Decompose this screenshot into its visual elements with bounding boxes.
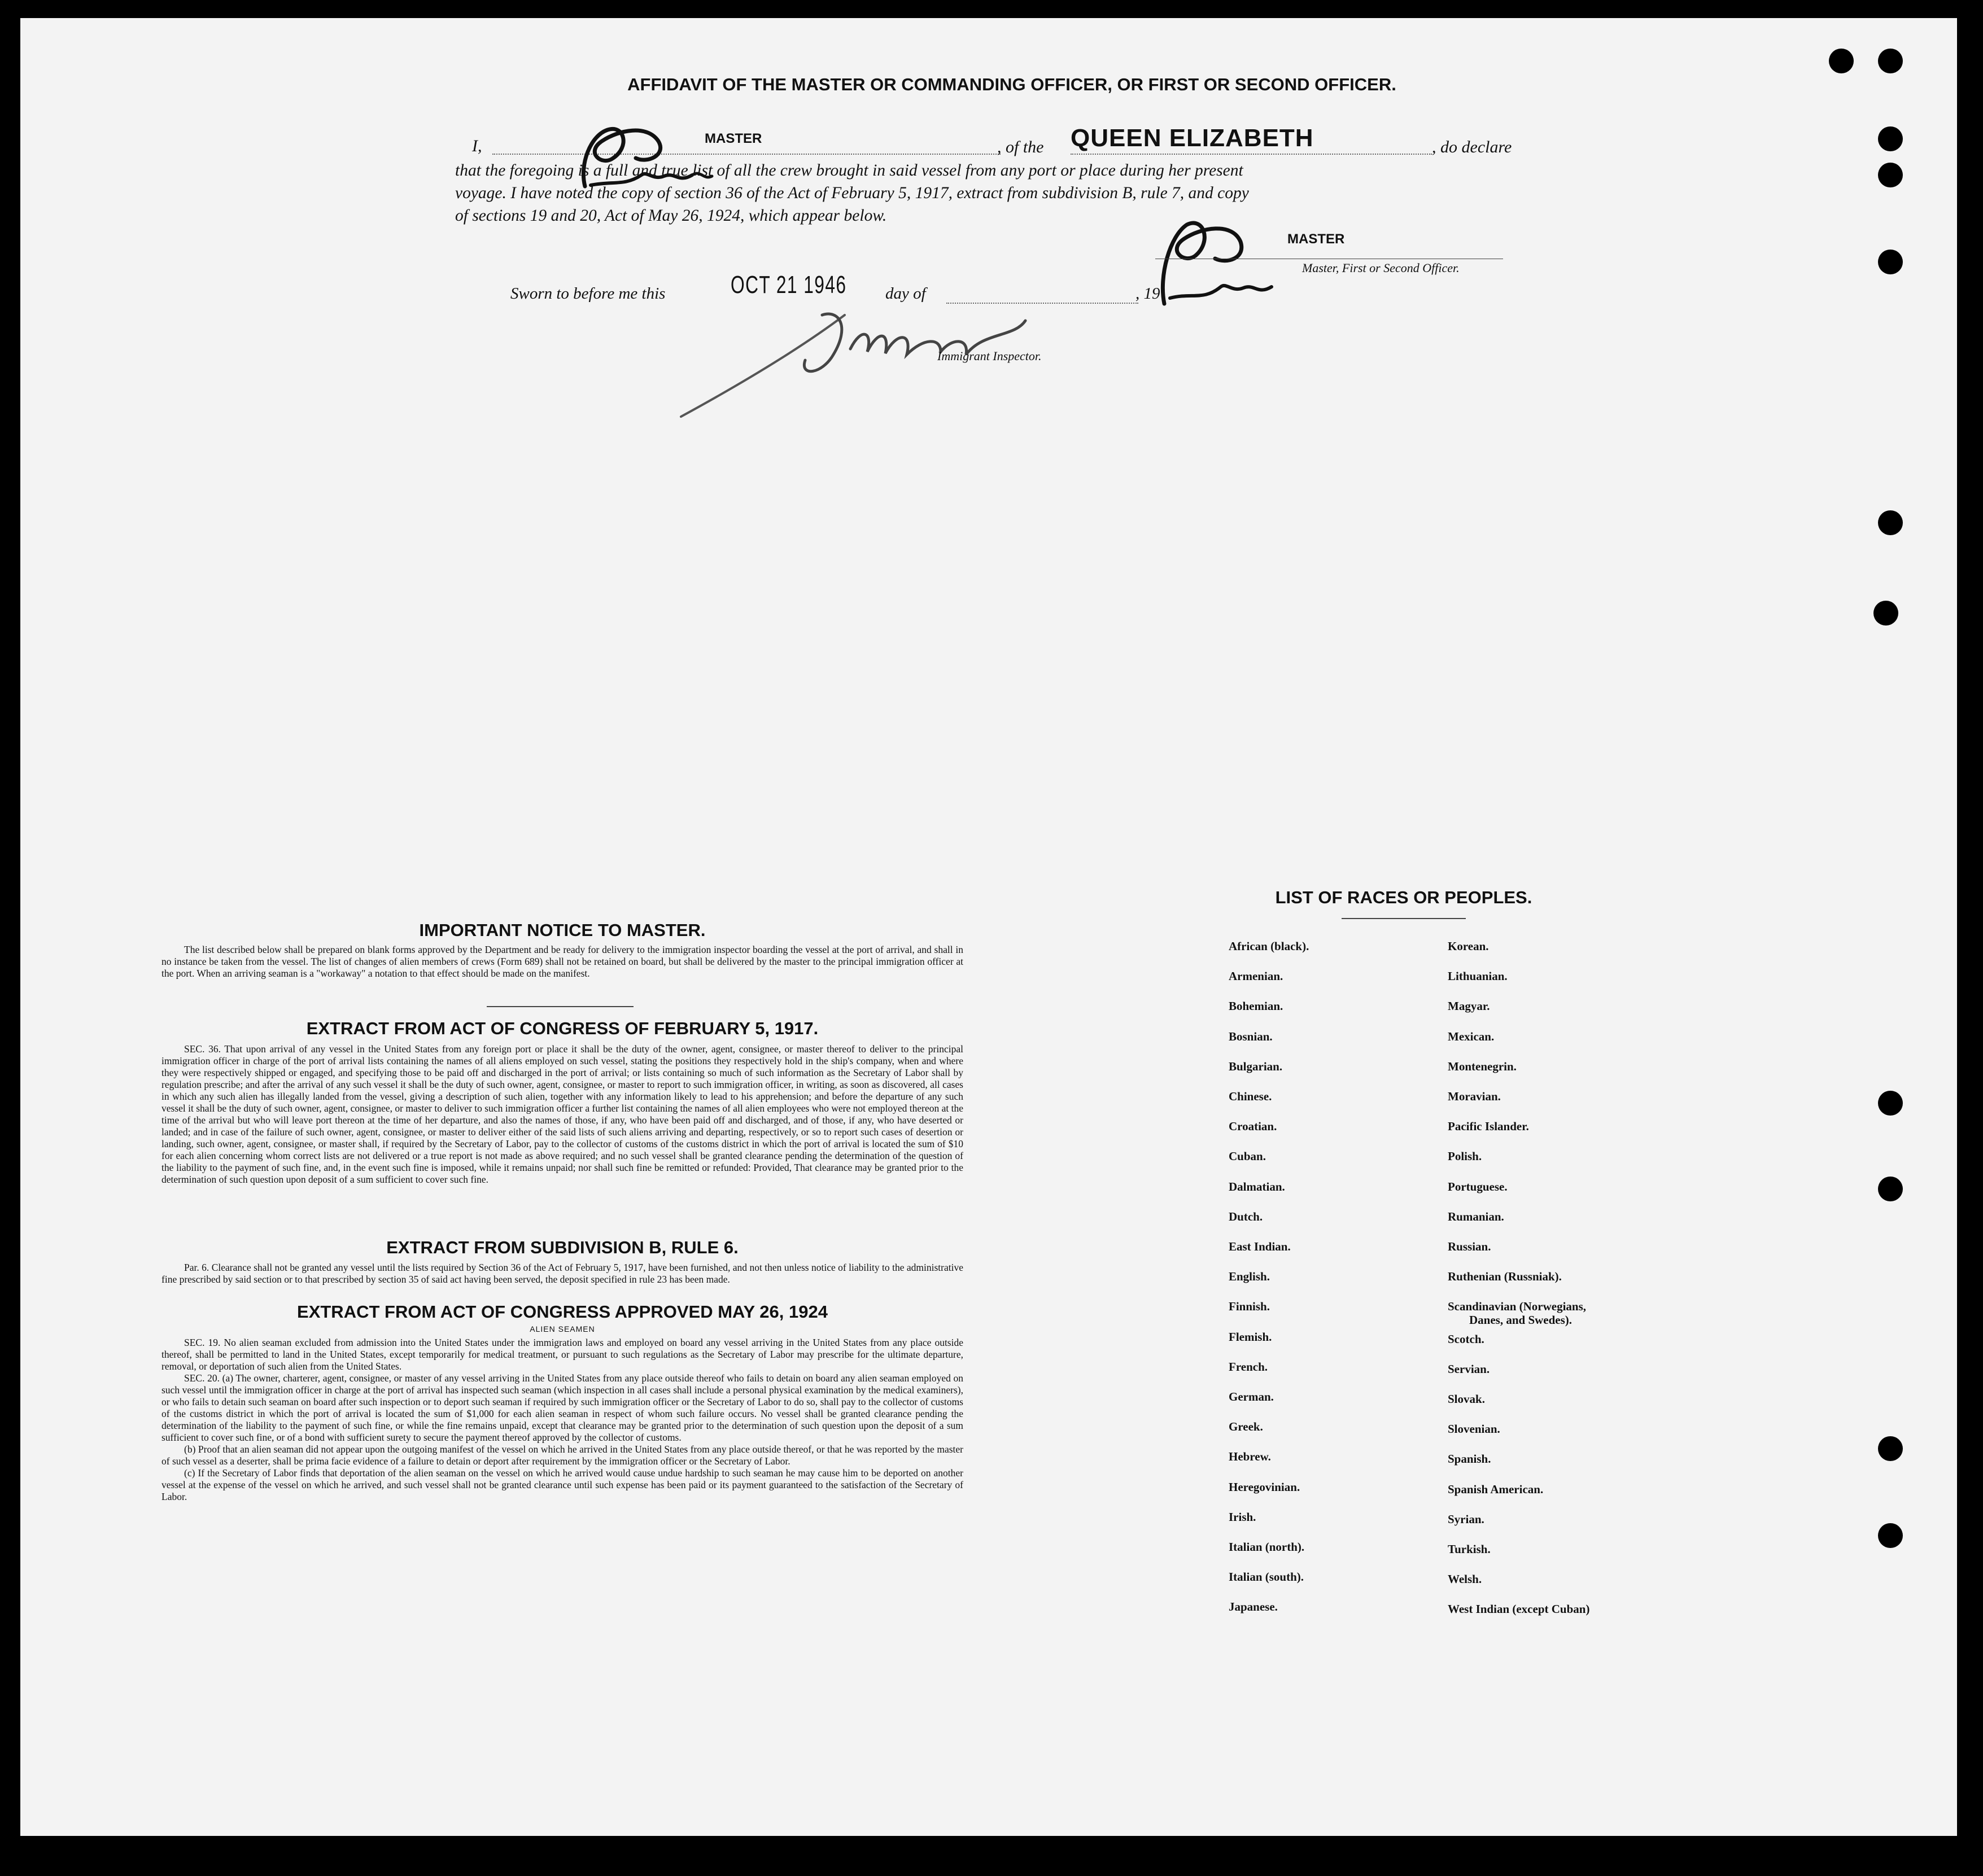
race-item: Servian. — [1448, 1362, 1490, 1376]
race-item: Cuban. — [1229, 1149, 1266, 1164]
declaration-line-3: of sections 19 and 20, Act of May 26, 1924, which appear below. — [455, 207, 887, 225]
notice-title: IMPORTANT NOTICE TO MASTER. — [419, 920, 706, 940]
master-stamp: MASTER — [705, 131, 762, 146]
race-item: Irish. — [1229, 1510, 1256, 1524]
notice-text — [161, 944, 963, 979]
extract-1917-text — [161, 1043, 963, 1186]
race-item: Scandinavian (Norwegians, — [1448, 1300, 1587, 1314]
race-item: Greek. — [1229, 1420, 1263, 1434]
race-item-scandinavian-continued: Danes, and Swedes). — [1469, 1313, 1573, 1327]
race-item: Rumanian. — [1448, 1209, 1504, 1223]
race-item: German. — [1229, 1390, 1274, 1403]
race-item: Chinese. — [1229, 1090, 1272, 1103]
race-item: East Indian. — [1229, 1240, 1291, 1253]
race-item: Lithuanian. — [1448, 969, 1508, 983]
manifest-page — [20, 18, 1957, 1836]
master-signature — [562, 113, 743, 198]
inspector-signature — [675, 298, 1071, 434]
section-20a-paragraph: SEC. 20. (a) The owner, charterer, agent, consignee, or master of any vessel arriving in the United States from any place outside thereof who fails to detain on board any alien seaman employed on such vessel until the immigration officer in charge at the port of arrival has inspected such seaman (which inspection in all cases shall include a personal physical examination by the medical examiners), or who fails to detain such seaman on board after such inspection or to deport such seaman if required by such immigration officer or the Secretary of Labor to do so, shall pay to the collector of customs of the customs district in which the port of arrival is located the sum of $1,000 for each alien seaman in respect of whom such failure occurs. No vessel shall be granted clearance pending the determination of the liability to the payment of such fine, or while the fine remains unpaid, except that clearance may be granted prior to the determination of such question upon the deposit of a sum sufficient to cover such fine, or of a bond with sufficient surety to secure the payment thereof approved by the collector of customs. — [161, 1372, 963, 1443]
sworn-date-stamp: OCT 21 1946 — [731, 271, 847, 299]
rule-6-paragraph: Par. 6. Clearance shall not be granted any vessel until the lists required by Section 36 of the Act of February 5, 1917, have been furnished, and not then unless notice of liability to the administrative fine prescribed by said section or to that prescribed by section 35 of said act having been served, the deposit specified in rule 23 has been made. — [161, 1262, 963, 1285]
race-item: West Indian (except Cuban) — [1448, 1602, 1590, 1616]
day-of-label: day of — [885, 285, 926, 303]
extract-1924-title: EXTRACT FROM ACT OF CONGRESS APPROVED MAY 26, 1924 — [297, 1302, 828, 1322]
extract-1924-text — [161, 1337, 963, 1503]
affidavit-i-label: I, — [472, 137, 482, 155]
extract-1917-title: EXTRACT FROM ACT OF CONGRESS OF FEBRUARY 5, 1917. — [306, 1018, 819, 1038]
race-item: Dalmatian. — [1229, 1179, 1285, 1193]
race-item: Slovenian. — [1448, 1422, 1500, 1436]
race-item: Turkish. — [1448, 1542, 1491, 1556]
race-item: English. — [1229, 1270, 1270, 1284]
race-item: Bohemian. — [1229, 999, 1283, 1013]
race-item: Polish. — [1448, 1149, 1482, 1164]
race-item: French. — [1229, 1359, 1268, 1374]
race-item: Pacific Islander. — [1448, 1120, 1529, 1134]
alien-seamen-subtitle: ALIEN SEAMEN — [530, 1324, 595, 1333]
race-item: Armenian. — [1229, 969, 1283, 983]
race-item: Bulgarian. — [1229, 1059, 1283, 1073]
section-19-paragraph: SEC. 19. No alien seaman excluded from admission into the United States under the immigration laws and employed on board any vessel arriving in the United States from any place outside thereof, shall be permitted to land in the United States, except temporarily for medical treatment, or pursuant to such regulations as the Secretary of Labor may prescribe for the ultimate departure, removal, or deportation of such alien from the United States. — [161, 1337, 963, 1372]
punch-hole — [1878, 510, 1903, 535]
race-item: Spanish. — [1448, 1452, 1491, 1466]
extract-rule6-text — [161, 1262, 963, 1285]
extract-rule6-title: EXTRACT FROM SUBDIVISION B, RULE 6. — [386, 1237, 739, 1257]
punch-hole — [1829, 49, 1854, 73]
punch-hole — [1878, 250, 1903, 274]
declaration-line-1: that the foregoing is a full and true list of all the crew brought in said vessel from any port or place during her present — [455, 161, 1243, 180]
race-item: Ruthenian (Russniak). — [1448, 1270, 1562, 1284]
inspector-caption: Immigrant Inspector. — [937, 349, 1042, 363]
section-36-paragraph: SEC. 36. That upon arrival of any vessel in the United States from any foreign port or place it shall be the duty of the owner, agent, consignee, or master thereof to deliver to the principal immigration officer in charge of the port of arrival lists containing the names of all aliens employed on such vessel, stating the positions they respectively hold in the ship's company, when and where they were respectively shipped or engaged, and specifying those to be paid off and discharged in the port of arrival; or lists containing so much of such information as the Secretary of Labor shall by regulation prescribe; and after the arrival of any such vessel it shall be the duty of such owner, agent, consignee, or master to report to such immigration officer, in writing, as soon as discovered, all cases in which any such alien has illegally landed from the vessel, giving a description of such alien, together with any information likely to lead to his apprehension; and before the departure of any such vessel it shall be the duty of such owner, agent, consignee, or master to deliver to such immigration officer a further list containing the names of all alien employees who were not employed thereon at the time of the arrival but who will leave port thereon at the time of her departure, and also the names of those, if any, who have been paid off and discharged, and of those, if any, who have deserted or landed; and in case of the failure of such owner, agent, consignee, or master to deliver either of the said lists of such aliens arriving and departing, respectively, or so to report such cases of desertion or landing, such owner, agent, consignee, or master shall, if required by the Secretary of Labor, pay to the collector of customs of the customs district in which the port of arrival is located the sum of $10 for each alien concerning whom correct lists are not delivered or a true report is not made as above required; and no such vessel shall be granted clearance pending the determination of the question of the liability to the payment of such fine, and, in the event such fine is imposed, while it remains unpaid; nor shall such fine be remitted or refunded: Provided, That clearance may be granted prior to the determination of such question upon deposit of a sum sufficient to cover such fine. — [161, 1043, 963, 1185]
vessel-name: QUEEN ELIZABETH — [1071, 124, 1314, 152]
section-20b-paragraph: (b) Proof that an alien seaman did not appear upon the outgoing manifest of the vessel on which he arrived in the United States from any place outside thereof, or that he was reported by the master of such vessel as a deserter, shall be prima facie evidence of a failure to detain or deport after requirement by the immigration officer or the Secretary of Labor. — [161, 1444, 963, 1467]
affidavit-title: AFFIDAVIT OF THE MASTER OR COMMANDING OFFICER, OR FIRST OR SECOND OFFICER. — [627, 75, 1396, 94]
punch-hole — [1878, 1523, 1903, 1548]
race-item: Hebrew. — [1229, 1450, 1271, 1464]
punch-hole — [1873, 601, 1898, 626]
race-item: Scotch. — [1448, 1332, 1484, 1346]
notice-paragraph: The list described below shall be prepared on blank forms approved by the Department and be ready for delivery to the immigration inspector boarding the vessel at the port of arrival, and shall in no instance be taken from the vessel. The list of changes of alien members of crews (Form 689) shall not be retained on board, but shall be delivered by the master to the principal immigration officer at the port. When an arriving seaman is a "workaway" a notation to that effect should be made on the manifest. — [161, 944, 963, 979]
race-item: Magyar. — [1448, 999, 1490, 1013]
race-item: Finnish. — [1229, 1300, 1270, 1314]
divider — [487, 1006, 634, 1007]
races-title: LIST OF RACES OR PEOPLES. — [1275, 887, 1532, 907]
race-item: Montenegrin. — [1448, 1059, 1517, 1073]
race-item: Mexican. — [1448, 1029, 1495, 1043]
race-item: Russian. — [1448, 1240, 1491, 1253]
race-item: Syrian. — [1448, 1512, 1484, 1526]
race-item: Japanese. — [1229, 1600, 1278, 1614]
declaration-line-2: voyage. I have noted the copy of section 36 of the Act of February 5, 1917, extract from subdivision B, rule 7, and copy — [455, 184, 1249, 202]
punch-hole — [1878, 163, 1903, 187]
master-stamp-2: MASTER — [1287, 231, 1345, 247]
officer-caption: Master, First or Second Officer. — [1302, 261, 1460, 275]
race-item: Slovak. — [1448, 1392, 1485, 1406]
race-item: Italian (south). — [1229, 1570, 1304, 1584]
section-20c-paragraph: (c) If the Secretary of Labor finds that deportation of the alien seaman on the vessel on which he arrived would cause undue hardship to such seaman he may cause him to be deported on another vessel at the expense of the vessel on which he arrived, and such vessel shall not be granted clearance until such expense has been paid or its payment guaranteed to the satisfaction of the Secretary of Labor. — [161, 1467, 963, 1502]
vessel-name-line — [1071, 154, 1432, 155]
race-item: Flemish. — [1229, 1330, 1272, 1344]
of-the-label: , of the — [997, 138, 1044, 156]
punch-hole — [1878, 126, 1903, 151]
punch-hole — [1878, 1436, 1903, 1461]
race-item: Korean. — [1448, 939, 1489, 953]
race-item: Heregovinian. — [1229, 1480, 1300, 1494]
punch-hole — [1878, 1091, 1903, 1116]
race-item: Welsh. — [1448, 1572, 1482, 1586]
punch-hole — [1878, 1177, 1903, 1201]
race-item: Moravian. — [1448, 1090, 1501, 1103]
do-declare-label: , do declare — [1432, 138, 1512, 156]
races-title-underline — [1342, 918, 1466, 919]
race-item: Italian (north). — [1229, 1540, 1305, 1554]
sworn-text: Sworn to before me this — [510, 285, 666, 303]
race-item: Portuguese. — [1448, 1179, 1508, 1193]
race-item: Spanish American. — [1448, 1482, 1544, 1496]
race-item: Dutch. — [1229, 1209, 1263, 1223]
race-item: Croatian. — [1229, 1120, 1277, 1134]
race-item: Bosnian. — [1229, 1029, 1273, 1043]
year-prefix: , 19 — [1135, 285, 1160, 303]
race-item: African (black). — [1229, 939, 1309, 953]
punch-hole — [1878, 49, 1903, 73]
